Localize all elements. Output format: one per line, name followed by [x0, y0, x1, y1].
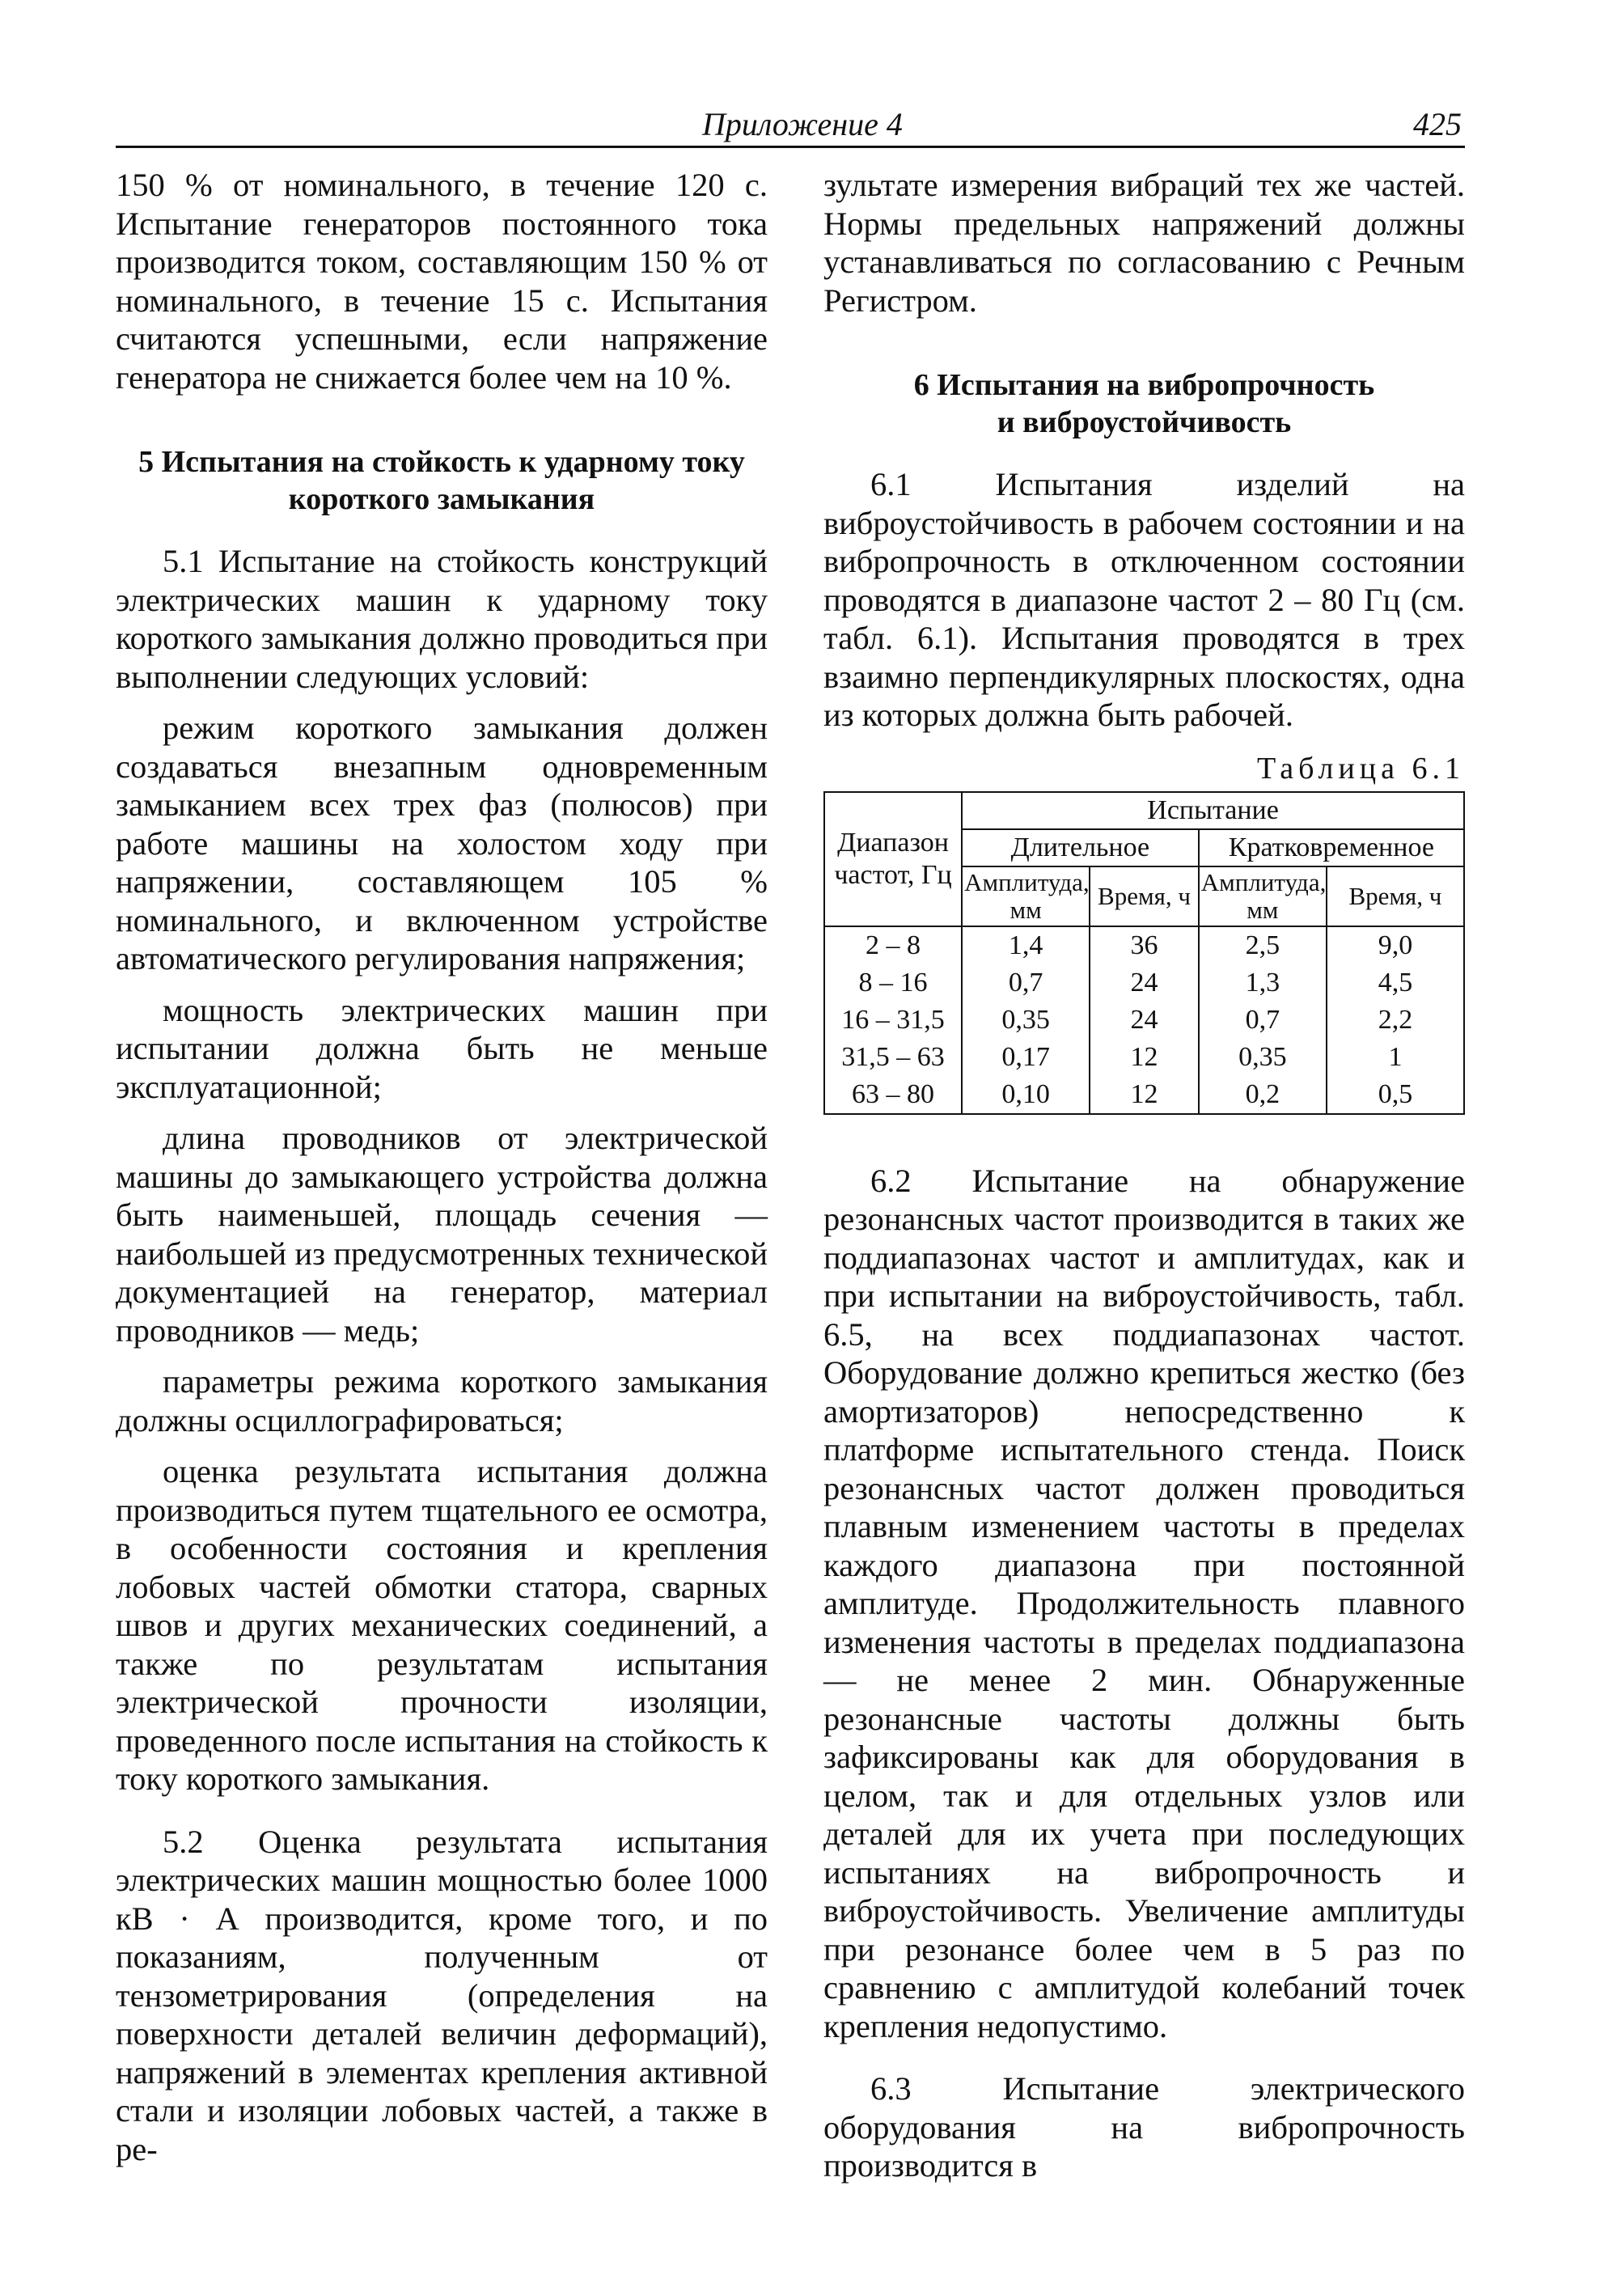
- header-short-test: Кратковременное: [1199, 829, 1464, 866]
- table-row: [824, 1039, 1464, 1076]
- cell-amp-short: 0,2: [1199, 1076, 1327, 1114]
- cell-range: 63 – 80: [824, 1076, 962, 1114]
- table-row: [824, 926, 1464, 964]
- cell-time-short: 9,0: [1327, 926, 1464, 964]
- running-header: [116, 104, 1465, 142]
- page-number: 425: [1413, 106, 1462, 142]
- header-long-test: Длительное: [962, 829, 1199, 866]
- cell-range: 2 – 8: [824, 926, 962, 964]
- section-5-title-line1: 5 Испытания на стойкость к ударному току: [138, 445, 745, 479]
- cell-time-long: 12: [1090, 1039, 1198, 1076]
- paragraph-5-2: 5.2 Оценка результата испытания электрических машин мощностью более 1000 кВ · А производится, кроме того, и по показаниям, полученным от тензометрирования (определения на поверхности деталей величин деформаций), напряжений в элементах крепления активной стали и изоляции лобовых частей, а также в ре-: [116, 1823, 768, 2167]
- table-caption: Таблица 6.1: [1256, 751, 1465, 786]
- cell-range: 16 – 31,5: [824, 1002, 962, 1039]
- condition-item-2: мощность электрических машин при испытании должна быть не меньше эксплуатационной;: [116, 991, 768, 1105]
- header-amplitude-short: Амплитуда, мм: [1199, 866, 1327, 926]
- intro-paragraph: 150 % от номинального, в течение 120 с. Испытание генераторов постоянного тока производится током, составляющим 150 % от номинального, в течение 15 с. Испытания считаются успешными, если напряжение генератора не снижается более чем на 10 %.: [116, 167, 768, 396]
- cell-time-long: 24: [1090, 1002, 1198, 1039]
- paragraph-5-1: 5.1 Испытание на стойкость конструкций электрических машин к ударному току короткого замыкания должно проводиться при выполнении следующих условий:: [116, 543, 768, 695]
- table-row: [824, 1002, 1464, 1039]
- cell-amp-short: 2,5: [1199, 926, 1327, 964]
- paragraph-6-1: 6.1 Испытания изделий на виброустойчивость в рабочем состоянии и на вибропрочность в отключенном состоянии проводятся в диапазоне частот 2 – 80 Гц (см. табл. 6.1). Испытания проводятся в трех взаимно перпендикулярных плоскостях, одна из которых должна быть рабочей.: [823, 466, 1465, 733]
- table-row: [824, 964, 1464, 1002]
- condition-item-5: оценка результата испытания должна производиться путем тщательного ее осмотра, в особенности состояния и крепления лобовых частей обмотки статора, сварных швов и других механических соединений, а также по результатам испытания электрической прочности изоляции, проведенного после испытания на стойкость к току короткого замыкания.: [116, 1453, 768, 1797]
- cell-time-short: 1: [1327, 1039, 1464, 1076]
- condition-item-1: режим короткого замыкания должен создаваться внезапным одновременным замыканием всех трех фаз (полюсов) при работе машины на холостом ходу при напряжении, составляющем 105 % номинального, и включенном устройстве автоматического регулирования напряжения;: [116, 710, 768, 976]
- cell-amp-long: 1,4: [962, 926, 1090, 964]
- cell-time-long: 36: [1090, 926, 1198, 964]
- header-time-short: Время, ч: [1327, 866, 1464, 926]
- section-6-title: [823, 366, 1465, 441]
- cell-time-long: 24: [1090, 964, 1198, 1002]
- section-5-title-line2: короткого замыкания: [288, 482, 595, 516]
- condition-item-3: длина проводников от электрической машины до замыкающего устройства должна быть наименьшей, площадь сечения — наибольшей из предусмотренных технической документацией на генератор, материал проводников — медь;: [116, 1120, 768, 1349]
- left-column: [116, 166, 768, 2168]
- cell-time-long: 12: [1090, 1076, 1198, 1114]
- header-rule: [116, 146, 1465, 148]
- header-title: Приложение 4: [702, 106, 903, 142]
- condition-item-4: параметры режима короткого замыкания должны осциллографироваться;: [116, 1363, 768, 1438]
- cell-amp-short: 1,3: [1199, 964, 1327, 1002]
- section-6-title-line2: и виброустойчивость: [997, 405, 1292, 439]
- continuation-paragraph: зультате измерения вибраций тех же частей. Нормы предельных напряжений должны устанавливаться по согласованию с Речным Регистром.: [823, 167, 1465, 319]
- section-6-title-line1: 6 Испытания на вибропрочность: [913, 368, 1375, 402]
- cell-range: 31,5 – 63: [824, 1039, 962, 1076]
- section-5-title: [116, 443, 768, 518]
- table-row: [824, 1076, 1464, 1114]
- header-time-long: Время, ч: [1090, 866, 1198, 926]
- paragraph-6-3: 6.3 Испытание электрического оборудования на вибропрочность производится в: [823, 2070, 1465, 2184]
- right-column: [823, 166, 1465, 2185]
- cell-range: 8 – 16: [824, 964, 962, 1002]
- cell-amp-long: 0,17: [962, 1039, 1090, 1076]
- cell-amp-short: 0,7: [1199, 1002, 1327, 1039]
- header-frequency-range: Диапазон частот, Гц: [824, 792, 962, 926]
- header-amplitude-long: Амплитуда, мм: [962, 866, 1090, 926]
- cell-time-short: 2,2: [1327, 1002, 1464, 1039]
- cell-amp-short: 0,35: [1199, 1039, 1327, 1076]
- cell-time-short: 4,5: [1327, 964, 1464, 1002]
- cell-amp-long: 0,7: [962, 964, 1090, 1002]
- header-test-group: Испытание: [962, 792, 1464, 829]
- cell-amp-long: 0,10: [962, 1076, 1090, 1114]
- vibration-test-table: [823, 791, 1465, 1115]
- paragraph-6-2: 6.2 Испытание на обнаружение резонансных частот производится в таких же поддиапазонах частот и амплитудах, как и при испытании на виброустойчивость, табл. 6.5, на всех поддиапазонах частот. Оборудование должно крепиться жестко (без амортизаторов) непосредственно к платформе испытательного стенда. Поиск резонансных частот должен проводиться плавным изменением частоты в пределах каждого диапазона при постоянной амплитуде. Продолжительность плавного изменения частоты в пределах поддиапазона — не менее 2 мин. Обнаруженные резонансные частоты должны быть зафиксированы как для оборудования в целом, так и для отдельных узлов или деталей для их учета при последующих испытаниях на вибропрочность и виброустойчивость. Увеличение амплитуды при резонансе более чем в 5 раз по сравнению с амплитудой колебаний точек крепления недопустимо.: [823, 1162, 1465, 2044]
- cell-time-short: 0,5: [1327, 1076, 1464, 1114]
- cell-amp-long: 0,35: [962, 1002, 1090, 1039]
